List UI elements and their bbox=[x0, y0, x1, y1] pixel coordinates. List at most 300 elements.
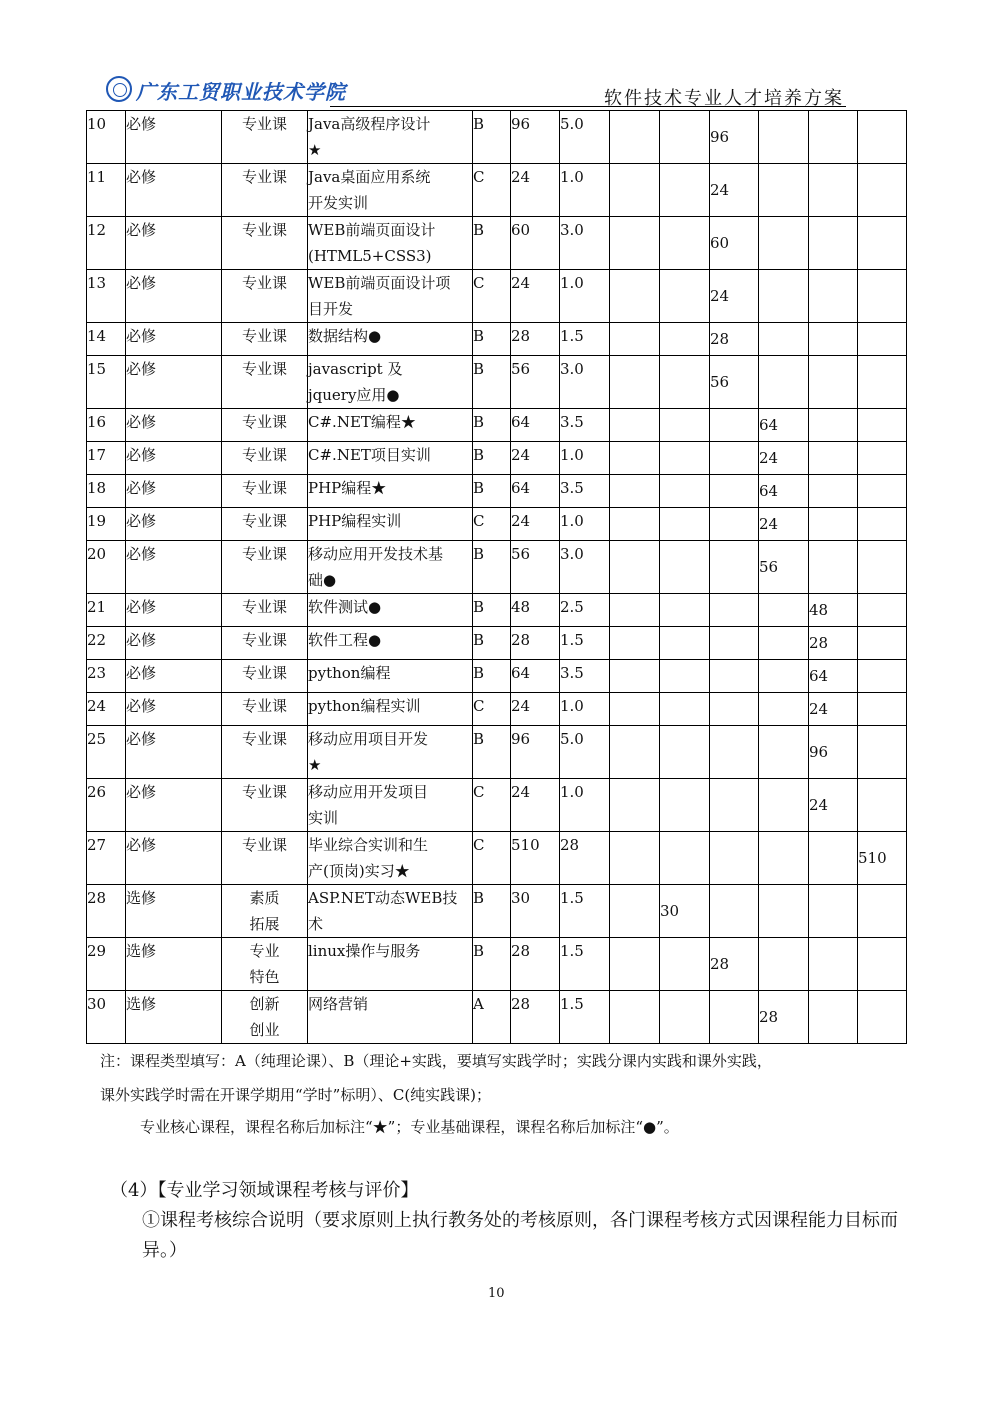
credits bbox=[560, 409, 610, 442]
semester-4-hours bbox=[759, 832, 809, 885]
total-hours bbox=[511, 779, 560, 832]
course-category bbox=[222, 409, 308, 442]
course-category-line: 专业课 bbox=[241, 512, 287, 530]
semester-1-hours bbox=[610, 356, 660, 409]
credits bbox=[560, 442, 610, 475]
semester-4-hours: 24 bbox=[759, 442, 809, 475]
course-category-line: 专业课 bbox=[241, 274, 287, 292]
total-hours bbox=[511, 693, 560, 726]
total-hours-line: 48 bbox=[511, 598, 531, 616]
course-nature-line: 必修 bbox=[126, 631, 157, 649]
row-number bbox=[87, 111, 126, 164]
course-category-line: 专业课 bbox=[241, 360, 287, 378]
total-hours-line: 24 bbox=[511, 512, 531, 530]
semester-3-hours bbox=[710, 726, 759, 779]
semester-5-hours bbox=[809, 885, 858, 938]
course-category bbox=[222, 270, 308, 323]
semester-1-hours bbox=[610, 111, 660, 164]
total-hours bbox=[511, 594, 560, 627]
semester-5-hours bbox=[809, 541, 858, 594]
semester-2-hours bbox=[660, 475, 710, 508]
course-table bbox=[86, 110, 907, 1044]
course-name-line: 毕业综合实训和生 bbox=[308, 836, 429, 854]
table-row bbox=[87, 660, 907, 693]
total-hours bbox=[511, 270, 560, 323]
total-hours-line: 28 bbox=[511, 942, 531, 960]
course-type-line: B bbox=[473, 545, 485, 563]
course-nature-line: 必修 bbox=[126, 221, 157, 239]
course-category bbox=[222, 832, 308, 885]
course-nature-line: 选修 bbox=[126, 995, 157, 1013]
row-number bbox=[87, 693, 126, 726]
row-number-line: 16 bbox=[87, 413, 107, 431]
total-hours bbox=[511, 508, 560, 541]
semester-4-hours bbox=[759, 164, 809, 217]
total-hours bbox=[511, 541, 560, 594]
semester-6-hours bbox=[858, 217, 907, 270]
course-type-line: C bbox=[473, 512, 485, 530]
course-category bbox=[222, 779, 308, 832]
semester-4-hours bbox=[759, 217, 809, 270]
header-rule bbox=[330, 106, 846, 107]
course-type-line: C bbox=[473, 168, 485, 186]
row-number-line: 19 bbox=[87, 512, 107, 530]
semester-5-hours: 48 bbox=[809, 594, 858, 627]
semester-1-hours bbox=[610, 885, 660, 938]
semester-4-hours bbox=[759, 356, 809, 409]
row-number-line: 18 bbox=[87, 479, 107, 497]
course-category-line: 专业课 bbox=[241, 631, 287, 649]
semester-6-hours bbox=[858, 270, 907, 323]
table-row bbox=[87, 217, 907, 270]
total-hours-line: 56 bbox=[511, 360, 531, 378]
credits bbox=[560, 832, 610, 885]
course-category bbox=[222, 475, 308, 508]
semester-6-hours bbox=[858, 409, 907, 442]
semester-5-hours bbox=[809, 938, 858, 991]
semester-2-hours bbox=[660, 660, 710, 693]
semester-1-hours bbox=[610, 693, 660, 726]
row-number bbox=[87, 660, 126, 693]
semester-3-hours bbox=[710, 991, 759, 1044]
semester-5-hours bbox=[809, 323, 858, 356]
course-category-line: 专业课 bbox=[241, 598, 287, 616]
course-category bbox=[222, 217, 308, 270]
credits-line: 1.5 bbox=[560, 995, 584, 1013]
course-category bbox=[222, 938, 308, 991]
semester-4-hours: 64 bbox=[759, 475, 809, 508]
course-name bbox=[308, 660, 473, 693]
total-hours-line: 24 bbox=[511, 274, 531, 292]
semester-6-hours bbox=[858, 111, 907, 164]
semester-2-hours bbox=[660, 164, 710, 217]
table-row bbox=[87, 508, 907, 541]
course-type bbox=[473, 442, 511, 475]
semester-5-hours bbox=[809, 991, 858, 1044]
total-hours-line: 28 bbox=[511, 631, 531, 649]
semester-2-hours bbox=[660, 541, 710, 594]
semester-3-hours bbox=[710, 693, 759, 726]
credits-line: 1.0 bbox=[560, 512, 584, 530]
semester-6-hours bbox=[858, 726, 907, 779]
course-category bbox=[222, 323, 308, 356]
total-hours bbox=[511, 111, 560, 164]
semester-6-hours bbox=[858, 693, 907, 726]
credits-line: 1.0 bbox=[560, 274, 584, 292]
total-hours bbox=[511, 938, 560, 991]
course-nature-line: 必修 bbox=[126, 664, 157, 682]
semester-1-hours bbox=[610, 627, 660, 660]
course-category-line: 素质 bbox=[249, 889, 280, 907]
row-number-line: 20 bbox=[87, 545, 107, 563]
semester-1-hours bbox=[610, 991, 660, 1044]
table-row bbox=[87, 693, 907, 726]
semester-6-hours bbox=[858, 508, 907, 541]
semester-4-hours bbox=[759, 726, 809, 779]
credits bbox=[560, 991, 610, 1044]
course-type bbox=[473, 323, 511, 356]
credits bbox=[560, 508, 610, 541]
semester-3-hours: 60 bbox=[710, 217, 759, 270]
semester-6-hours bbox=[858, 885, 907, 938]
course-name bbox=[308, 164, 473, 217]
course-nature bbox=[126, 660, 222, 693]
semester-4-hours bbox=[759, 111, 809, 164]
course-nature-line: 选修 bbox=[126, 889, 157, 907]
semester-4-hours bbox=[759, 779, 809, 832]
semester-5-hours bbox=[809, 475, 858, 508]
credits-line: 1.5 bbox=[560, 327, 584, 345]
semester-6-hours bbox=[858, 991, 907, 1044]
credits-line: 1.0 bbox=[560, 446, 584, 464]
course-nature bbox=[126, 475, 222, 508]
course-name bbox=[308, 270, 473, 323]
course-name-line: ASP.NET动态WEB技 bbox=[308, 889, 458, 907]
total-hours-line: 24 bbox=[511, 168, 531, 186]
total-hours bbox=[511, 726, 560, 779]
course-category-line: 创业 bbox=[249, 1021, 280, 1039]
semester-3-hours: 24 bbox=[710, 164, 759, 217]
course-type-line: B bbox=[473, 327, 485, 345]
row-number-line: 26 bbox=[87, 783, 107, 801]
course-category-line: 专业课 bbox=[241, 479, 287, 497]
credits-line: 3.0 bbox=[560, 221, 584, 239]
course-name-line: 移动应用开发项目 bbox=[308, 783, 429, 801]
course-nature-line: 必修 bbox=[126, 274, 157, 292]
course-type bbox=[473, 111, 511, 164]
row-number-line: 11 bbox=[87, 168, 107, 186]
credits bbox=[560, 779, 610, 832]
course-category-line: 专业课 bbox=[241, 413, 287, 431]
credits-line: 28 bbox=[560, 836, 580, 854]
course-name bbox=[308, 627, 473, 660]
course-type bbox=[473, 164, 511, 217]
semester-5-hours: 24 bbox=[809, 779, 858, 832]
total-hours-line: 60 bbox=[511, 221, 531, 239]
semester-3-hours bbox=[710, 832, 759, 885]
course-nature bbox=[126, 627, 222, 660]
course-type bbox=[473, 627, 511, 660]
semester-1-hours bbox=[610, 217, 660, 270]
credits bbox=[560, 726, 610, 779]
total-hours bbox=[511, 442, 560, 475]
course-type-line: B bbox=[473, 730, 485, 748]
table-row bbox=[87, 991, 907, 1044]
row-number bbox=[87, 779, 126, 832]
course-type-line: C bbox=[473, 274, 485, 292]
course-type-line: B bbox=[473, 942, 485, 960]
course-category-line: 创新 bbox=[249, 995, 280, 1013]
semester-3-hours: 24 bbox=[710, 270, 759, 323]
course-category-line: 专业课 bbox=[241, 836, 287, 854]
credits bbox=[560, 356, 610, 409]
course-name-line: Java高级程序设计 bbox=[308, 115, 431, 133]
semester-4-hours bbox=[759, 660, 809, 693]
course-name-line: (HTML5+CSS3) bbox=[308, 247, 432, 265]
course-category bbox=[222, 442, 308, 475]
row-number bbox=[87, 217, 126, 270]
credits-line: 5.0 bbox=[560, 730, 584, 748]
semester-5-hours: 64 bbox=[809, 660, 858, 693]
row-number-line: 23 bbox=[87, 664, 107, 682]
course-name-line: 软件工程● bbox=[308, 631, 382, 649]
course-category bbox=[222, 693, 308, 726]
course-type-line: B bbox=[473, 360, 485, 378]
total-hours bbox=[511, 323, 560, 356]
table-row bbox=[87, 541, 907, 594]
course-name-line: 网络营销 bbox=[308, 995, 369, 1013]
semester-4-hours: 24 bbox=[759, 508, 809, 541]
semester-2-hours bbox=[660, 693, 710, 726]
course-name bbox=[308, 541, 473, 594]
course-category-line: 专业课 bbox=[241, 664, 287, 682]
course-nature-line: 必修 bbox=[126, 836, 157, 854]
semester-6-hours bbox=[858, 660, 907, 693]
course-type bbox=[473, 938, 511, 991]
semester-1-hours bbox=[610, 270, 660, 323]
row-number bbox=[87, 885, 126, 938]
semester-2-hours bbox=[660, 323, 710, 356]
course-name-line: WEB前端页面设计 bbox=[308, 221, 436, 239]
semester-5-hours bbox=[809, 832, 858, 885]
total-hours-line: 28 bbox=[511, 327, 531, 345]
course-name-line: linux操作与服务 bbox=[308, 942, 421, 960]
total-hours bbox=[511, 832, 560, 885]
row-number-line: 25 bbox=[87, 730, 107, 748]
table-row bbox=[87, 270, 907, 323]
course-name-line: 软件测试● bbox=[308, 598, 382, 616]
course-name-line: jquery应用● bbox=[308, 386, 400, 404]
course-type-line: B bbox=[473, 446, 485, 464]
credits-line: 3.0 bbox=[560, 545, 584, 563]
course-category-line: 专业课 bbox=[241, 446, 287, 464]
course-nature bbox=[126, 508, 222, 541]
semester-1-hours bbox=[610, 779, 660, 832]
semester-3-hours bbox=[710, 541, 759, 594]
total-hours-line: 24 bbox=[511, 697, 531, 715]
total-hours-line: 64 bbox=[511, 479, 531, 497]
semester-5-hours bbox=[809, 442, 858, 475]
semester-5-hours bbox=[809, 409, 858, 442]
course-category-line: 特色 bbox=[249, 968, 280, 986]
course-category-line: 专业课 bbox=[241, 327, 287, 345]
semester-1-hours bbox=[610, 594, 660, 627]
course-nature-line: 选修 bbox=[126, 942, 157, 960]
total-hours bbox=[511, 660, 560, 693]
semester-3-hours: 96 bbox=[710, 111, 759, 164]
semester-2-hours bbox=[660, 217, 710, 270]
credits bbox=[560, 938, 610, 991]
course-category bbox=[222, 541, 308, 594]
table-row bbox=[87, 164, 907, 217]
semester-6-hours bbox=[858, 594, 907, 627]
course-category bbox=[222, 111, 308, 164]
row-number-line: 29 bbox=[87, 942, 107, 960]
total-hours-line: 24 bbox=[511, 446, 531, 464]
course-nature bbox=[126, 885, 222, 938]
course-category bbox=[222, 660, 308, 693]
semester-1-hours bbox=[610, 323, 660, 356]
semester-1-hours bbox=[610, 164, 660, 217]
row-number bbox=[87, 323, 126, 356]
semester-4-hours: 56 bbox=[759, 541, 809, 594]
semester-3-hours bbox=[710, 409, 759, 442]
credits-line: 1.5 bbox=[560, 889, 584, 907]
course-nature bbox=[126, 217, 222, 270]
course-nature bbox=[126, 164, 222, 217]
course-name bbox=[308, 693, 473, 726]
row-number-line: 22 bbox=[87, 631, 107, 649]
total-hours-line: 28 bbox=[511, 995, 531, 1013]
course-type bbox=[473, 991, 511, 1044]
course-type bbox=[473, 270, 511, 323]
course-type-line: B bbox=[473, 889, 485, 907]
course-category bbox=[222, 726, 308, 779]
school-logo-icon bbox=[106, 76, 132, 102]
credits bbox=[560, 594, 610, 627]
course-category-line: 拓展 bbox=[249, 915, 280, 933]
total-hours-line: 56 bbox=[511, 545, 531, 563]
row-number-line: 10 bbox=[87, 115, 107, 133]
row-number bbox=[87, 442, 126, 475]
course-nature-line: 必修 bbox=[126, 115, 157, 133]
credits bbox=[560, 541, 610, 594]
credits bbox=[560, 323, 610, 356]
section-heading: （4）【专业学习领域课程考核与评价】 bbox=[110, 1180, 419, 1201]
course-nature bbox=[126, 991, 222, 1044]
course-name-line: javascript 及 bbox=[308, 360, 403, 378]
semester-2-hours bbox=[660, 627, 710, 660]
total-hours bbox=[511, 409, 560, 442]
credits bbox=[560, 111, 610, 164]
semester-3-hours bbox=[710, 779, 759, 832]
semester-3-hours bbox=[710, 660, 759, 693]
course-name-line: 移动应用开发技术基 bbox=[308, 545, 444, 563]
semester-5-hours bbox=[809, 217, 858, 270]
course-nature bbox=[126, 111, 222, 164]
semester-4-hours bbox=[759, 270, 809, 323]
school-name: 广东工贸职业技术学院 bbox=[136, 80, 346, 104]
credits-line: 5.0 bbox=[560, 115, 584, 133]
table-row bbox=[87, 627, 907, 660]
course-name bbox=[308, 356, 473, 409]
course-nature bbox=[126, 938, 222, 991]
semester-4-hours: 28 bbox=[759, 991, 809, 1044]
semester-5-hours: 24 bbox=[809, 693, 858, 726]
semester-2-hours bbox=[660, 779, 710, 832]
course-nature-line: 必修 bbox=[126, 413, 157, 431]
course-name-line: 术 bbox=[308, 915, 324, 933]
course-name bbox=[308, 409, 473, 442]
semester-6-hours bbox=[858, 442, 907, 475]
course-category-line: 专业课 bbox=[241, 545, 287, 563]
section-paragraph: ①课程考核综合说明（要求原则上执行教务处的考核原则，各门课程考核方式因课程能力目标而异。） bbox=[142, 1210, 898, 1261]
total-hours bbox=[511, 475, 560, 508]
table-row bbox=[87, 111, 907, 164]
credits-line: 1.0 bbox=[560, 697, 584, 715]
course-category-line: 专业 bbox=[249, 942, 280, 960]
semester-4-hours bbox=[759, 594, 809, 627]
course-type bbox=[473, 594, 511, 627]
credits bbox=[560, 164, 610, 217]
course-name bbox=[308, 779, 473, 832]
course-name-line: Java桌面应用系统 bbox=[308, 168, 431, 186]
semester-2-hours bbox=[660, 508, 710, 541]
row-number-line: 17 bbox=[87, 446, 107, 464]
course-name-line: WEB前端页面设计项 bbox=[308, 274, 451, 292]
table-row bbox=[87, 356, 907, 409]
row-number-line: 14 bbox=[87, 327, 107, 345]
course-type-line: B bbox=[473, 631, 485, 649]
course-category-line: 专业课 bbox=[241, 697, 287, 715]
course-nature-line: 必修 bbox=[126, 730, 157, 748]
total-hours-line: 510 bbox=[511, 836, 540, 854]
semester-2-hours bbox=[660, 409, 710, 442]
course-category bbox=[222, 508, 308, 541]
total-hours-line: 64 bbox=[511, 664, 531, 682]
page-number: 10 bbox=[488, 1286, 505, 1301]
semester-1-hours bbox=[610, 726, 660, 779]
credits bbox=[560, 627, 610, 660]
semester-5-hours: 28 bbox=[809, 627, 858, 660]
course-type bbox=[473, 832, 511, 885]
credits-line: 3.5 bbox=[560, 413, 584, 431]
semester-2-hours bbox=[660, 594, 710, 627]
table-row bbox=[87, 409, 907, 442]
course-type-line: B bbox=[473, 664, 485, 682]
total-hours-line: 96 bbox=[511, 730, 531, 748]
semester-3-hours: 28 bbox=[710, 938, 759, 991]
semester-2-hours: 30 bbox=[660, 885, 710, 938]
course-type-line: B bbox=[473, 413, 485, 431]
row-number-line: 15 bbox=[87, 360, 107, 378]
course-name-line: C#.NET编程★ bbox=[308, 413, 416, 431]
course-name bbox=[308, 726, 473, 779]
row-number-line: 24 bbox=[87, 697, 107, 715]
course-type bbox=[473, 693, 511, 726]
table-row bbox=[87, 726, 907, 779]
semester-6-hours bbox=[858, 541, 907, 594]
note-line-2: 课外实践学时需在开课学期用“学时”标明）、C(纯实践课)； bbox=[100, 1086, 492, 1104]
semester-3-hours bbox=[710, 627, 759, 660]
semester-3-hours: 56 bbox=[710, 356, 759, 409]
course-nature-line: 必修 bbox=[126, 783, 157, 801]
row-number-line: 12 bbox=[87, 221, 107, 239]
semester-5-hours bbox=[809, 111, 858, 164]
semester-2-hours bbox=[660, 111, 710, 164]
total-hours-line: 96 bbox=[511, 115, 531, 133]
course-name bbox=[308, 991, 473, 1044]
